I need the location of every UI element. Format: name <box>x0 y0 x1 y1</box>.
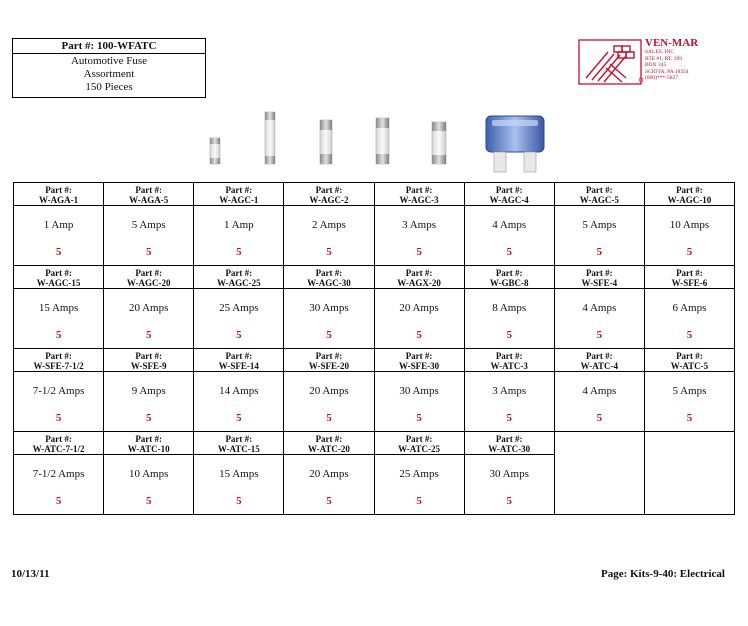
part-cell <box>374 432 464 515</box>
part-label: Part #: <box>585 268 613 278</box>
part-label: Part #: <box>315 434 343 444</box>
part-number: W-AGA-5 <box>129 195 169 205</box>
part-cell <box>194 432 284 515</box>
quantity: 5 <box>145 246 152 258</box>
part-cell <box>374 266 464 349</box>
part-number: W-AGC-10 <box>667 195 712 205</box>
part-label: Part #: <box>135 268 163 278</box>
amperage: 4 Amps <box>582 385 617 397</box>
quantity: 5 <box>236 246 242 258</box>
amperage: 3 Amps <box>402 219 437 231</box>
part-number: W-ATC-20 <box>307 444 350 454</box>
part-number: W-SFE-7-1/2 <box>33 361 84 371</box>
blade-fuse-icon <box>486 116 544 172</box>
part-label: Part #: <box>135 434 163 444</box>
amperage: 7-1/2 Amps <box>32 385 85 397</box>
part-number: W-ATC-15 <box>217 444 260 454</box>
part-cell <box>644 432 734 515</box>
amperage: 4 Amps <box>582 302 617 314</box>
quantity: 5 <box>236 329 242 341</box>
part-number: W-AGC-25 <box>216 278 261 288</box>
part-cell <box>284 432 374 515</box>
fuse-glass-icon <box>320 120 332 164</box>
quantity: 5 <box>326 329 332 341</box>
table-row <box>14 349 735 432</box>
quantity: 5 <box>686 412 693 424</box>
amperage: 20 Amps <box>309 468 349 480</box>
part-cell <box>644 183 734 266</box>
quantity: 5 <box>145 412 152 424</box>
amperage: 5 Amps <box>131 219 166 231</box>
part-cell <box>14 349 104 432</box>
amperage: 30 Amps <box>309 302 349 314</box>
part-number: W-AGC-3 <box>399 195 439 205</box>
part-number: W-SFE-6 <box>671 278 708 288</box>
fuse-glass-small-icon <box>210 138 220 164</box>
footer-page: Page: Kits-9-40: Electrical <box>600 568 725 580</box>
amperage: 8 Amps <box>492 302 527 314</box>
quantity: 5 <box>55 495 62 507</box>
amperage: 5 Amps <box>672 385 707 397</box>
part-cell <box>374 349 464 432</box>
part-label: Part #: <box>676 351 703 361</box>
quantity: 5 <box>596 329 603 341</box>
header-description <box>13 54 205 94</box>
quantity: 5 <box>145 495 152 507</box>
part-number: W-AGC-4 <box>489 195 529 205</box>
amperage: 5 Amps <box>582 219 617 231</box>
part-cell <box>104 266 194 349</box>
quantity: 5 <box>55 412 62 424</box>
part-label: Part #: <box>135 185 163 195</box>
amperage: 1 Amp <box>43 219 74 231</box>
quantity: 5 <box>506 495 512 507</box>
part-cell <box>104 432 194 515</box>
header-desc-line: Assortment <box>83 68 135 80</box>
amperage: 10 Amps <box>128 468 169 480</box>
logo-line: SALES, INC <box>645 49 675 55</box>
part-cell <box>554 266 644 349</box>
part-number: W-SFE-4 <box>581 278 618 288</box>
fuse-glass-long-icon <box>265 112 275 164</box>
part-cell <box>104 349 194 432</box>
logo-line: RTE #1, RT. 209 <box>645 55 682 62</box>
part-cell <box>104 183 194 266</box>
quantity: 5 <box>145 329 152 341</box>
part-label: Part #: <box>135 351 163 361</box>
part-cell <box>554 349 644 432</box>
part-number: W-AGC-20 <box>126 278 171 288</box>
part-label: Part #: <box>495 268 523 278</box>
part-number: W-AGA-1 <box>38 195 79 205</box>
quantity: 5 <box>416 246 422 258</box>
part-number: W-ATC-4 <box>580 361 619 371</box>
quantity: 5 <box>55 246 62 258</box>
amperage: 25 Amps <box>219 302 259 314</box>
quantity: 5 <box>326 246 332 258</box>
part-label: Part #: <box>225 268 253 278</box>
amperage: 6 Amps <box>672 302 707 314</box>
part-number: W-AGC-2 <box>309 195 349 205</box>
part-label: Part #: <box>676 185 703 195</box>
part-number: W-AGX-20 <box>397 278 441 288</box>
amperage: 15 Amps <box>219 468 259 480</box>
part-cell <box>284 349 374 432</box>
logo-line: (800)***-5827 <box>645 75 678 81</box>
part-label: Part #: <box>495 434 523 444</box>
part-number: W-SFE-20 <box>308 361 350 371</box>
part-cell <box>284 266 374 349</box>
part-cell <box>464 349 554 432</box>
part-number: W-ATC-10 <box>127 444 170 454</box>
amperage: 20 Amps <box>309 385 349 397</box>
amperage: 30 Amps <box>489 468 529 480</box>
amperage: 15 Amps <box>38 302 79 314</box>
part-number: W-AGC-15 <box>36 278 81 288</box>
quantity: 5 <box>416 412 422 424</box>
fuse-glass-icon <box>376 118 389 164</box>
logo-name: VEN-MAR <box>645 37 699 49</box>
part-cell <box>464 266 554 349</box>
part-cell <box>284 183 374 266</box>
part-cell <box>464 432 554 515</box>
part-cell <box>644 266 734 349</box>
quantity: 5 <box>506 246 512 258</box>
part-label: Part #: <box>225 185 253 195</box>
quantity: 5 <box>416 495 422 507</box>
amperage: 2 Amps <box>311 219 346 231</box>
quantity: 5 <box>236 495 242 507</box>
part-cell <box>194 266 284 349</box>
quantity: 5 <box>236 412 242 424</box>
part-number: W-GBC-8 <box>489 278 529 288</box>
part-label: Part #: <box>225 434 253 444</box>
part-label: Part #: <box>405 434 433 444</box>
part-label: Part #: <box>315 185 343 195</box>
amperage: 30 Amps <box>399 385 439 397</box>
part-number: W-ATC-7-1/2 <box>32 444 85 454</box>
part-cell <box>194 183 284 266</box>
part-cell <box>14 432 104 515</box>
header-part-number: Part #: 100-WFATC <box>13 39 205 54</box>
part-number: W-ATC-5 <box>670 361 709 371</box>
part-number: W-SFE-14 <box>218 361 259 371</box>
fuse-glass-icon <box>432 122 446 164</box>
part-label: Part #: <box>676 268 703 278</box>
logo-text <box>645 38 705 82</box>
amperage: 10 Amps <box>669 219 710 231</box>
table-row <box>14 183 735 266</box>
quantity: 5 <box>326 495 332 507</box>
part-label: Part #: <box>45 434 72 444</box>
header-desc-line: Automotive Fuse <box>70 55 148 67</box>
footer-date: 10/13/11 <box>11 568 50 580</box>
amperage: 3 Amps <box>492 385 527 397</box>
amperage: 14 Amps <box>219 385 259 397</box>
amperage: 9 Amps <box>131 385 166 397</box>
amperage: 25 Amps <box>399 468 439 480</box>
part-label: Part #: <box>405 268 433 278</box>
amperage: 20 Amps <box>128 302 169 314</box>
part-number: W-AGC-30 <box>307 278 351 288</box>
part-label: Part #: <box>585 351 613 361</box>
logo-line: SCIOTA, PA 18354 <box>645 68 689 75</box>
part-label: Part #: <box>315 268 343 278</box>
quantity: 5 <box>596 246 603 258</box>
part-label: Part #: <box>225 351 253 361</box>
part-cell <box>194 349 284 432</box>
quantity: 5 <box>506 412 512 424</box>
part-number: W-SFE-9 <box>130 361 167 371</box>
quantity: 5 <box>55 329 62 341</box>
table-row <box>14 432 735 515</box>
quantity: 5 <box>506 329 512 341</box>
header-box <box>12 38 206 98</box>
part-number: W-ATC-25 <box>398 444 441 454</box>
parts-table <box>13 182 735 515</box>
fuse-images <box>0 108 748 180</box>
part-label: Part #: <box>585 185 613 195</box>
part-cell <box>14 266 104 349</box>
header-desc-line: 150 Pieces <box>85 81 133 93</box>
part-cell <box>14 183 104 266</box>
amperage: 7-1/2 Amps <box>32 468 85 480</box>
part-number: W-AGC-1 <box>219 195 259 205</box>
part-cell <box>554 432 644 515</box>
part-number: W-ATC-30 <box>488 444 531 454</box>
part-label: Part #: <box>45 268 72 278</box>
part-cell <box>644 349 734 432</box>
quantity: 5 <box>686 329 693 341</box>
part-label: Part #: <box>315 351 343 361</box>
part-cell <box>464 183 554 266</box>
part-label: Part #: <box>495 351 523 361</box>
part-number: W-SFE-30 <box>398 361 440 371</box>
amperage: 4 Amps <box>492 219 527 231</box>
quantity: 5 <box>416 329 422 341</box>
part-label: Part #: <box>45 185 72 195</box>
quantity: 5 <box>596 412 603 424</box>
part-number: W-AGC-5 <box>579 195 619 205</box>
part-label: Part #: <box>405 351 433 361</box>
part-cell <box>554 183 644 266</box>
part-label: Part #: <box>45 351 72 361</box>
part-label: Part #: <box>495 185 523 195</box>
part-label: Part #: <box>405 185 433 195</box>
amperage: 20 Amps <box>399 302 439 314</box>
part-number: W-ATC-3 <box>490 361 528 371</box>
logo-line: BOX 345 <box>645 62 667 68</box>
quantity: 5 <box>326 412 332 424</box>
quantity: 5 <box>686 246 693 258</box>
table-row <box>14 266 735 349</box>
part-cell <box>374 183 464 266</box>
amperage: 1 Amp <box>223 219 254 231</box>
